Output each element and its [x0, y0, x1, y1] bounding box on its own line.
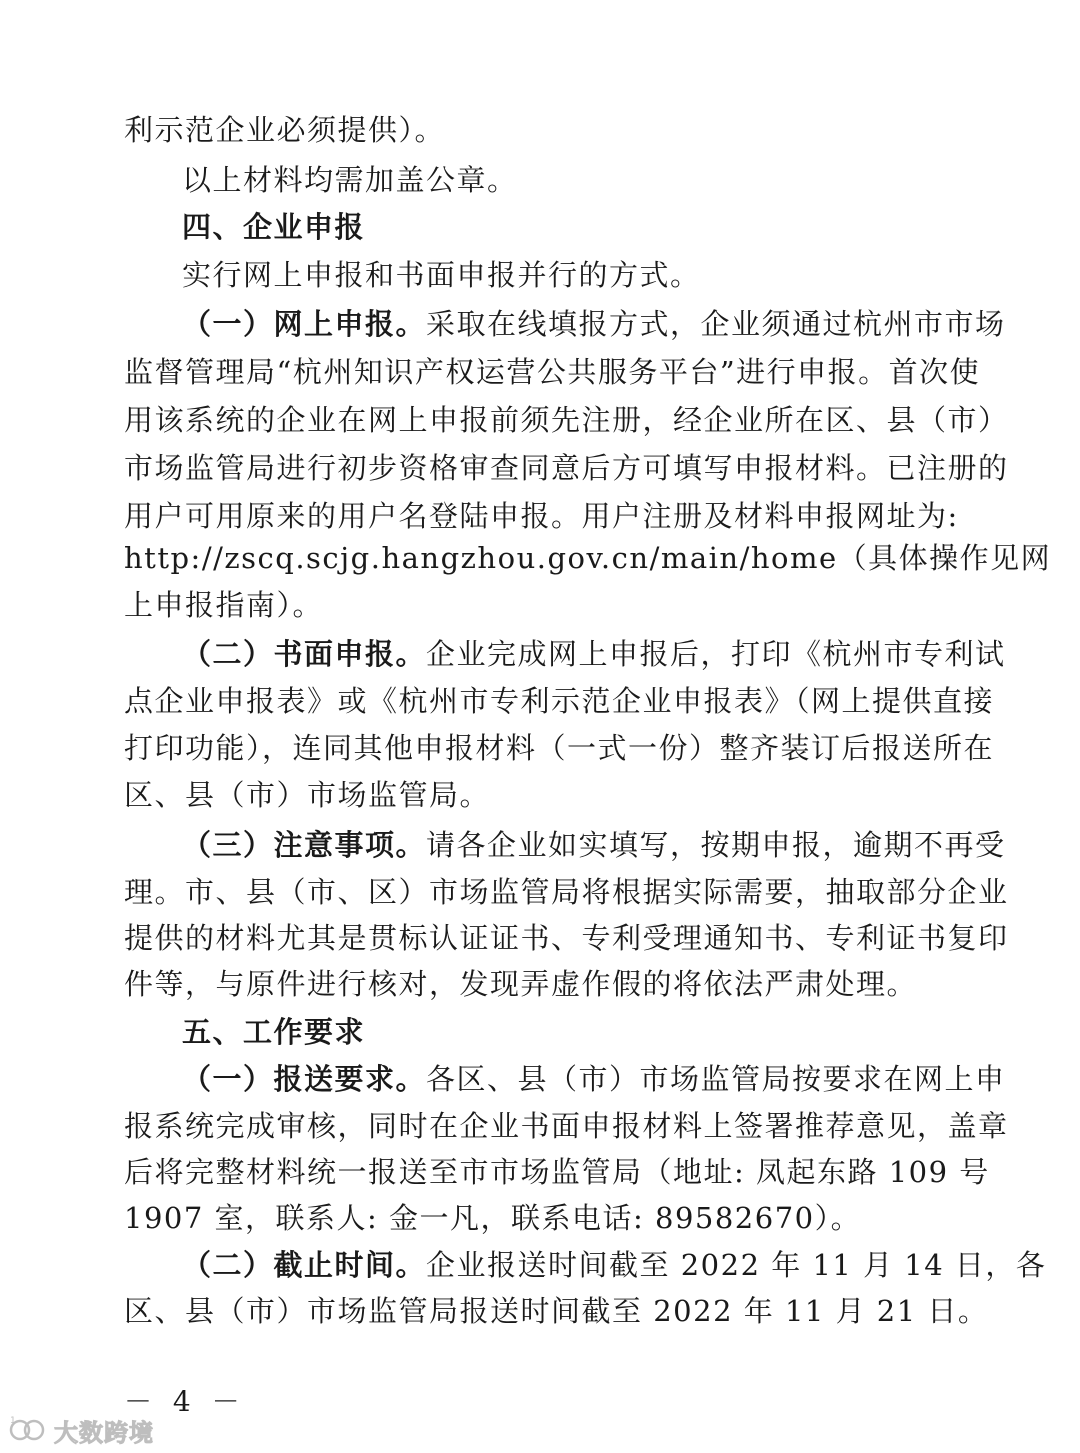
text-line: 市场监管局进行初步资格审查同意后方可填写申报材料。已注册的: [124, 451, 1009, 485]
text-line: 1907 室，联系人: 金一凡，联系电话: 89582670）。: [124, 1201, 862, 1235]
text-line: 用户可用原来的用户名登陆申报。用户注册及材料申报网址为:: [124, 499, 959, 533]
text-span: 采取在线填报方式，企业须通过杭州市市场: [426, 307, 1006, 341]
text-line: 区、县（市）市场监管局。: [124, 778, 491, 812]
text-line: 利示范企业必须提供）。: [124, 113, 446, 147]
text-line: 理。市、县（市、区）市场监管局将根据实际需要，抽取部分企业: [124, 875, 1009, 909]
text-line: 件等，与原件进行核对，发现弄虚作假的将依法严肃处理。: [124, 967, 918, 1001]
subsection-lead: （二）书面申报。: [182, 637, 427, 671]
paragraph-line: [182, 825, 1006, 865]
svg-text:1: 1: [10, 1416, 16, 1426]
text-span: 各区、县（市）市场监管局按要求在网上申: [426, 1062, 1006, 1096]
text-line: 提供的材料尤其是贯标认证证书、专利受理通知书、专利证书复印: [124, 921, 1009, 955]
section-heading: 四、企业申报: [182, 210, 366, 244]
watermark: [8, 1412, 154, 1448]
url-line: http://zscq.scjg.hangzhou.gov.cn/main/home（具体操作见网: [124, 541, 1052, 575]
text-line: 用该系统的企业在网上申报前须先注册，经企业所在区、县（市）: [124, 403, 1009, 437]
subsection-lead: （三）注意事项。: [182, 828, 427, 862]
watermark-logo-icon: [8, 1414, 48, 1446]
section-heading: 五、工作要求: [182, 1015, 366, 1049]
text-line: 实行网上申报和书面申报并行的方式。: [182, 258, 701, 292]
text-line: 区、县（市）市场监管局报送时间截至 2022 年 11 月 21 日。: [124, 1294, 989, 1328]
text-span: 企业报送时间截至 2022 年 11 月 14 日，各: [426, 1248, 1047, 1282]
paragraph-line: [182, 1245, 1047, 1285]
subsection-lead: （一）报送要求。: [182, 1062, 427, 1096]
text-line: 点企业申报表》或《杭州市专利示范企业申报表》（网上提供直接: [124, 684, 995, 718]
paragraph-line: [182, 634, 1006, 674]
paragraph-line: [182, 1059, 1006, 1099]
text-line: 后将完整材料统一报送至市市场监管局（地址: 凤起东路 109 号: [124, 1155, 990, 1189]
text-line: 报系统完成审核，同时在企业书面申报材料上签署推荐意见，盖章: [124, 1109, 1009, 1143]
text-line: 监督管理局“杭州知识产权运营公共服务平台”进行申报。首次使: [124, 355, 981, 389]
subsection-lead: （一）网上申报。: [182, 307, 427, 341]
text-line: 上申报指南）。: [124, 588, 324, 622]
text-span: 企业完成网上申报后，打印《杭州市专利试: [426, 637, 1006, 671]
page-number: － 4 －: [124, 1385, 246, 1418]
paragraph-line: [182, 304, 1006, 344]
watermark-text: 大数跨境: [54, 1418, 154, 1447]
text-line: 打印功能），连同其他申报材料（一式一份）整齐装订后报送所在: [124, 731, 995, 765]
subsection-lead: （二）截止时间。: [182, 1248, 427, 1282]
text-line: 以上材料均需加盖公章。: [182, 163, 518, 197]
text-span: 请各企业如实填写，按期申报，逾期不再受: [426, 828, 1006, 862]
